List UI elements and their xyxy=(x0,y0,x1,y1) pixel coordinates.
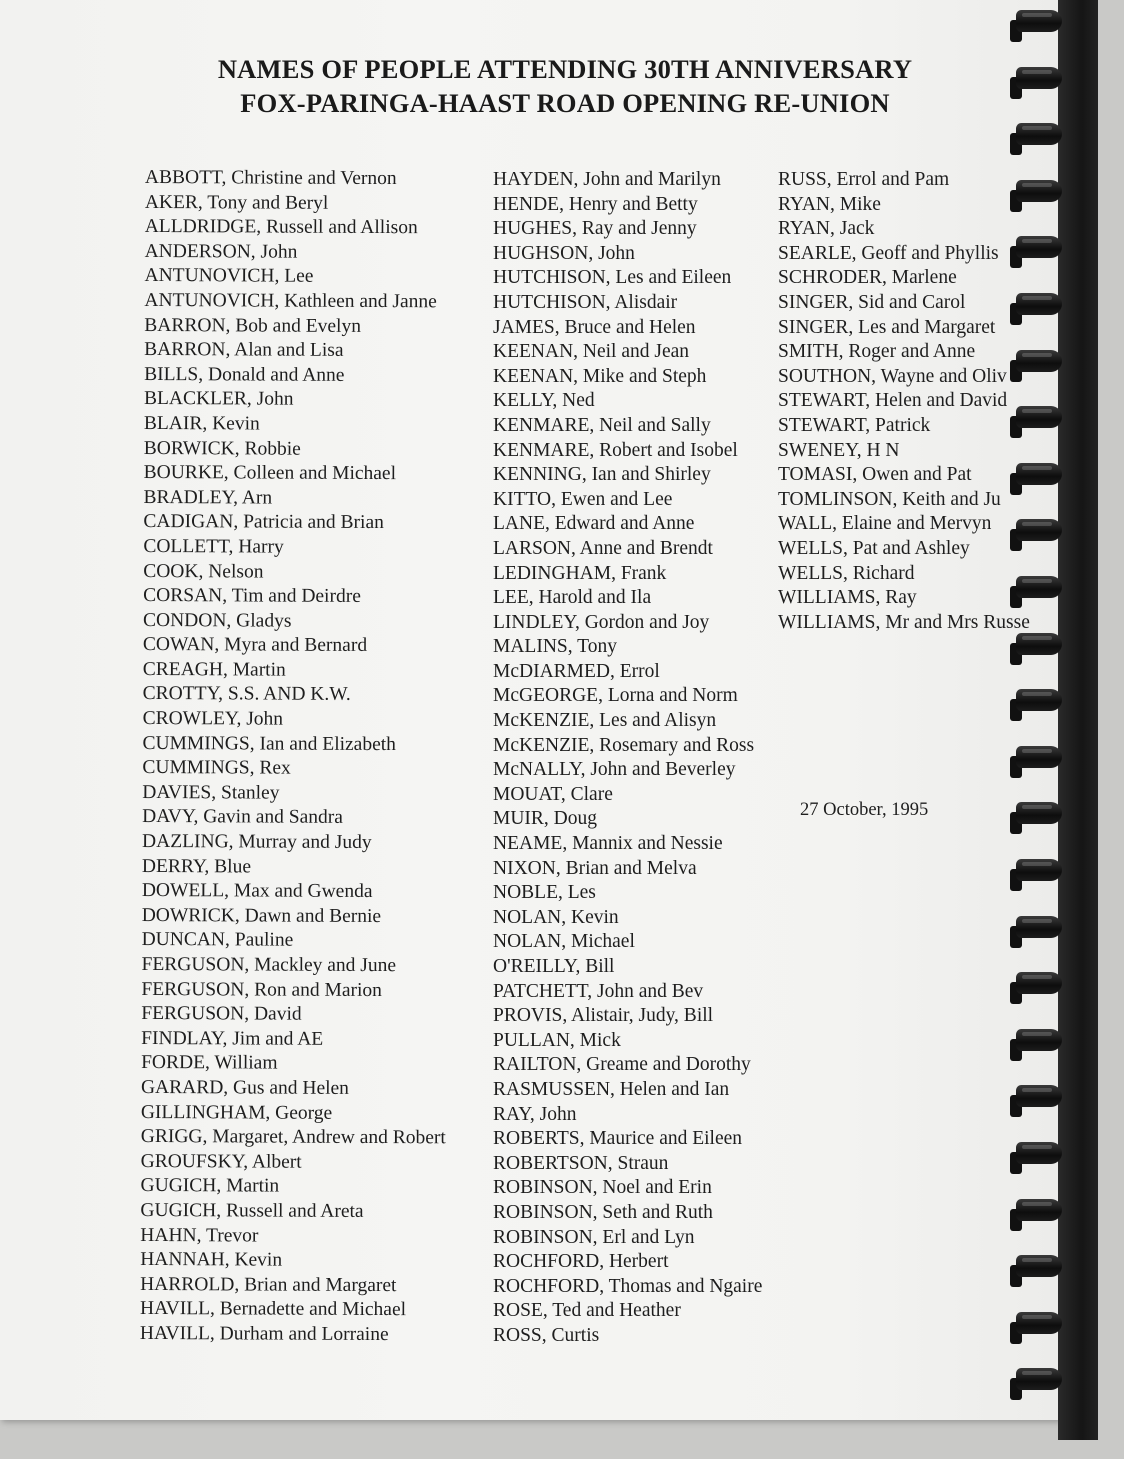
name-entry: HAVILL, Bernadette and Michael xyxy=(139,1298,407,1321)
name-entry: HAHN, Trevor xyxy=(140,1224,259,1247)
binding-coil xyxy=(1010,1312,1072,1344)
name-entry: HUTCHISON, Les and Eileen xyxy=(493,267,732,289)
binding-coil xyxy=(1010,350,1072,382)
name-entry: MUIR, Doug xyxy=(493,808,598,830)
name-entry: CADIGAN, Patricia and Brian xyxy=(143,511,384,534)
name-entry: KENNING, Ian and Shirley xyxy=(493,464,711,486)
name-entry: PROVIS, Alistair, Judy, Bill xyxy=(493,1005,714,1027)
name-entry: WILLIAMS, Ray xyxy=(778,587,917,609)
document-date: 27 October, 1995 xyxy=(800,800,929,820)
name-entry: WELLS, Pat and Ashley xyxy=(778,537,970,559)
spiral-binding xyxy=(1010,0,1090,1440)
name-entry: ROBERTS, Maurice and Eileen xyxy=(493,1128,743,1150)
name-entry: WILLIAMS, Mr and Mrs Russe xyxy=(778,611,1030,633)
name-entry: NEAME, Mannix and Nessie xyxy=(493,833,723,855)
name-entry: ROSS, Curtis xyxy=(493,1324,600,1346)
name-entry: HENDE, Henry and Betty xyxy=(493,193,698,215)
name-entry: RYAN, Jack xyxy=(778,218,875,240)
name-entry: LEE, Harold and Ila xyxy=(493,587,652,609)
name-entry: HAVILL, Durham and Lorraine xyxy=(139,1322,389,1345)
name-entry: WALL, Elaine and Mervyn xyxy=(778,513,992,535)
name-entry: DOWRICK, Dawn and Bernie xyxy=(141,904,382,927)
binding-coil xyxy=(1010,180,1072,212)
name-entry: ROBINSON, Erl and Lyn xyxy=(493,1226,695,1248)
binding-coil xyxy=(1010,916,1072,948)
name-entry: ROBINSON, Seth and Ruth xyxy=(493,1201,713,1223)
name-entry: ANTUNOVICH, Kathleen and Janne xyxy=(144,289,437,313)
binding-coil xyxy=(1010,859,1072,891)
name-entry: KEENAN, Mike and Steph xyxy=(493,365,707,387)
name-entry: BLACKLER, John xyxy=(143,388,294,410)
name-entry: RAY, John xyxy=(493,1103,577,1125)
name-entry: PATCHETT, John and Bev xyxy=(493,980,704,1002)
name-entry: GUGICH, Martin xyxy=(140,1175,280,1197)
name-entry: ROBERTSON, Straun xyxy=(493,1152,669,1174)
name-entry: STEWART, Patrick xyxy=(778,414,931,436)
name-entry: MALINS, Tony xyxy=(493,636,617,658)
name-entry: DAVY, Gavin and Sandra xyxy=(142,806,343,829)
name-entry: LINDLEY, Gordon and Joy xyxy=(493,611,710,633)
binding-coil xyxy=(1010,689,1072,721)
name-entry: DOWELL, Max and Gwenda xyxy=(141,880,373,903)
name-entry: COWAN, Myra and Bernard xyxy=(142,634,368,657)
name-entry: ROSE, Ted and Heather xyxy=(493,1300,681,1322)
name-entry: BILLS, Donald and Anne xyxy=(144,363,345,386)
title-line-1: NAMES OF PEOPLE ATTENDING 30TH ANNIVERSARY xyxy=(217,54,913,84)
name-entry: CROWLEY, John xyxy=(142,708,284,730)
name-entry: LANE, Edward and Anne xyxy=(493,513,695,535)
binding-coil xyxy=(1010,519,1072,551)
binding-coil xyxy=(1010,293,1072,325)
name-entry: GARARD, Gus and Helen xyxy=(140,1076,350,1099)
name-entry: SEARLE, Geoff and Phyllis xyxy=(778,242,999,264)
name-entry: BRADLEY, Arn xyxy=(143,486,273,509)
name-entry: KITTO, Ewen and Lee xyxy=(493,488,673,510)
name-entry: TOMLINSON, Keith and Ju xyxy=(778,488,1001,510)
names-column-1 xyxy=(140,166,450,1348)
name-entry: DAVIES, Stanley xyxy=(142,781,280,804)
name-entry: SINGER, Les and Margaret xyxy=(778,316,996,338)
name-entry: ALLDRIDGE, Russell and Allison xyxy=(144,216,418,239)
name-entry: FORDE, William xyxy=(141,1052,278,1074)
name-entry: STEWART, Helen and David xyxy=(778,390,1008,412)
name-entry: NOLAN, Kevin xyxy=(493,906,619,928)
name-entry: COOK, Nelson xyxy=(143,560,264,583)
names-column-2 xyxy=(493,168,762,1349)
name-entry: HANNAH, Kevin xyxy=(140,1249,283,1271)
name-entry: ANTUNOVICH, Lee xyxy=(144,265,314,288)
name-entry: McKENZIE, Rosemary and Ross xyxy=(493,734,755,756)
name-entry: HUGHES, Ray and Jenny xyxy=(493,218,697,240)
name-entry: SMITH, Roger and Anne xyxy=(778,341,976,363)
name-entry: PULLAN, Mick xyxy=(493,1029,621,1051)
name-entry: JAMES, Bruce and Helen xyxy=(493,316,696,338)
binding-coil xyxy=(1010,1029,1072,1061)
name-entry: BLAIR, Kevin xyxy=(143,412,260,435)
name-entry: ROCHFORD, Herbert xyxy=(493,1251,669,1273)
name-entry: HARROLD, Brian and Margaret xyxy=(140,1273,397,1296)
name-entry: KEENAN, Neil and Jean xyxy=(493,341,690,363)
name-entry: RASMUSSEN, Helen and Ian xyxy=(493,1078,730,1100)
name-entry: CROTTY, S.S. AND K.W. xyxy=(142,683,351,706)
name-entry: NIXON, Brian and Melva xyxy=(493,857,697,879)
name-entry: NOBLE, Les xyxy=(493,882,596,904)
name-entry: RUSS, Errol and Pam xyxy=(778,169,950,190)
binding-coil xyxy=(1010,406,1072,438)
name-entry: HUTCHISON, Alisdair xyxy=(493,291,678,313)
name-entry: TOMASI, Owen and Pat xyxy=(778,464,972,486)
binding-coil xyxy=(1010,1255,1072,1287)
name-entry: GRIGG, Margaret, Andrew and Robert xyxy=(140,1126,446,1149)
name-entry: CREAGH, Martin xyxy=(142,658,286,681)
name-entry: McKENZIE, Les and Alisyn xyxy=(493,710,717,732)
name-entry: FERGUSON, Mackley and June xyxy=(141,953,397,977)
binding-coil xyxy=(1010,463,1072,495)
name-entry: GILLINGHAM, George xyxy=(140,1101,333,1124)
name-entry: McDIARMED, Errol xyxy=(493,660,660,682)
name-entry: RYAN, Mike xyxy=(778,193,881,215)
name-entry: CORSAN, Tim and Deirdre xyxy=(143,585,361,608)
name-entry: ROBINSON, Noel and Erin xyxy=(493,1177,712,1199)
name-entry: FINDLAY, Jim and AE xyxy=(141,1027,324,1050)
name-entry: AKER, Tony and Beryl xyxy=(144,191,329,214)
binding-coil xyxy=(1010,576,1072,608)
binding-coil xyxy=(1010,67,1072,99)
names-column-3 xyxy=(778,168,1046,635)
binding-coil xyxy=(1010,236,1072,268)
name-entry: SINGER, Sid and Carol xyxy=(778,291,966,313)
binding-coil xyxy=(1010,10,1072,42)
binding-coil xyxy=(1010,1368,1072,1400)
binding-coil xyxy=(1010,802,1072,834)
name-entry: CUMMINGS, Ian and Elizabeth xyxy=(142,732,396,755)
binding-coil xyxy=(1010,633,1072,665)
name-entry: GUGICH, Russell and Areta xyxy=(140,1199,364,1222)
name-entry: FERGUSON, Ron and Marion xyxy=(141,978,382,1001)
name-entry: ROCHFORD, Thomas and Ngaire xyxy=(493,1275,763,1297)
name-entry: KENMARE, Robert and Isobel xyxy=(493,439,738,461)
binding-coil xyxy=(1010,746,1072,778)
name-entry: MOUAT, Clare xyxy=(493,783,613,805)
name-entry: DAZLING, Murray and Judy xyxy=(142,831,372,854)
name-entry: WELLS, Richard xyxy=(778,562,915,584)
binding-coil xyxy=(1010,1085,1072,1117)
name-entry: O'REILLY, Bill xyxy=(493,956,615,977)
name-entry: HUGHSON, John xyxy=(493,242,635,264)
name-entry: ABBOTT, Christine and Vernon xyxy=(144,166,397,190)
name-entry: LARSON, Anne and Brendt xyxy=(493,537,713,559)
name-entry: FERGUSON, David xyxy=(141,1003,302,1025)
name-entry: KELLY, Ned xyxy=(493,390,595,412)
binding-coil xyxy=(1010,123,1072,155)
title-line-2: FOX-PARINGA-HAAST ROAD OPENING RE-UNION xyxy=(240,88,890,118)
name-entry: SWENEY, H N xyxy=(778,439,900,461)
name-entry: McGEORGE, Lorna and Norm xyxy=(493,685,738,707)
binding-coil xyxy=(1010,1199,1072,1231)
name-entry: HAYDEN, John and Marilyn xyxy=(493,169,721,190)
name-entry: LEDINGHAM, Frank xyxy=(493,562,667,584)
name-entry: RAILTON, Greame and Dorothy xyxy=(493,1054,751,1076)
name-entry: CUMMINGS, Rex xyxy=(142,757,291,779)
name-entry: BOURKE, Colleen and Michael xyxy=(143,462,397,485)
name-entry: COLLETT, Harry xyxy=(143,535,284,558)
name-entry: BARRON, Alan and Lisa xyxy=(144,339,344,362)
binding-coil xyxy=(1010,1142,1072,1174)
name-entry: GROUFSKY, Albert xyxy=(140,1150,302,1173)
name-entry: SCHRODER, Marlene xyxy=(778,267,957,289)
name-entry: NOLAN, Michael xyxy=(493,931,635,953)
name-entry: BARRON, Bob and Evelyn xyxy=(144,314,362,337)
name-entry: DUNCAN, Pauline xyxy=(141,929,294,952)
name-entry: DERRY, Blue xyxy=(141,855,252,878)
name-entry: BORWICK, Robbie xyxy=(143,437,301,460)
name-entry: SOUTHON, Wayne and Oliv xyxy=(778,365,1007,387)
name-entry: ANDERSON, John xyxy=(144,240,298,263)
page-title xyxy=(0,52,1124,120)
name-entry: KENMARE, Neil and Sally xyxy=(493,414,711,436)
name-entry: McNALLY, John and Beverley xyxy=(493,759,736,781)
binding-coil xyxy=(1010,972,1072,1004)
name-entry: CONDON, Gladys xyxy=(142,609,292,632)
